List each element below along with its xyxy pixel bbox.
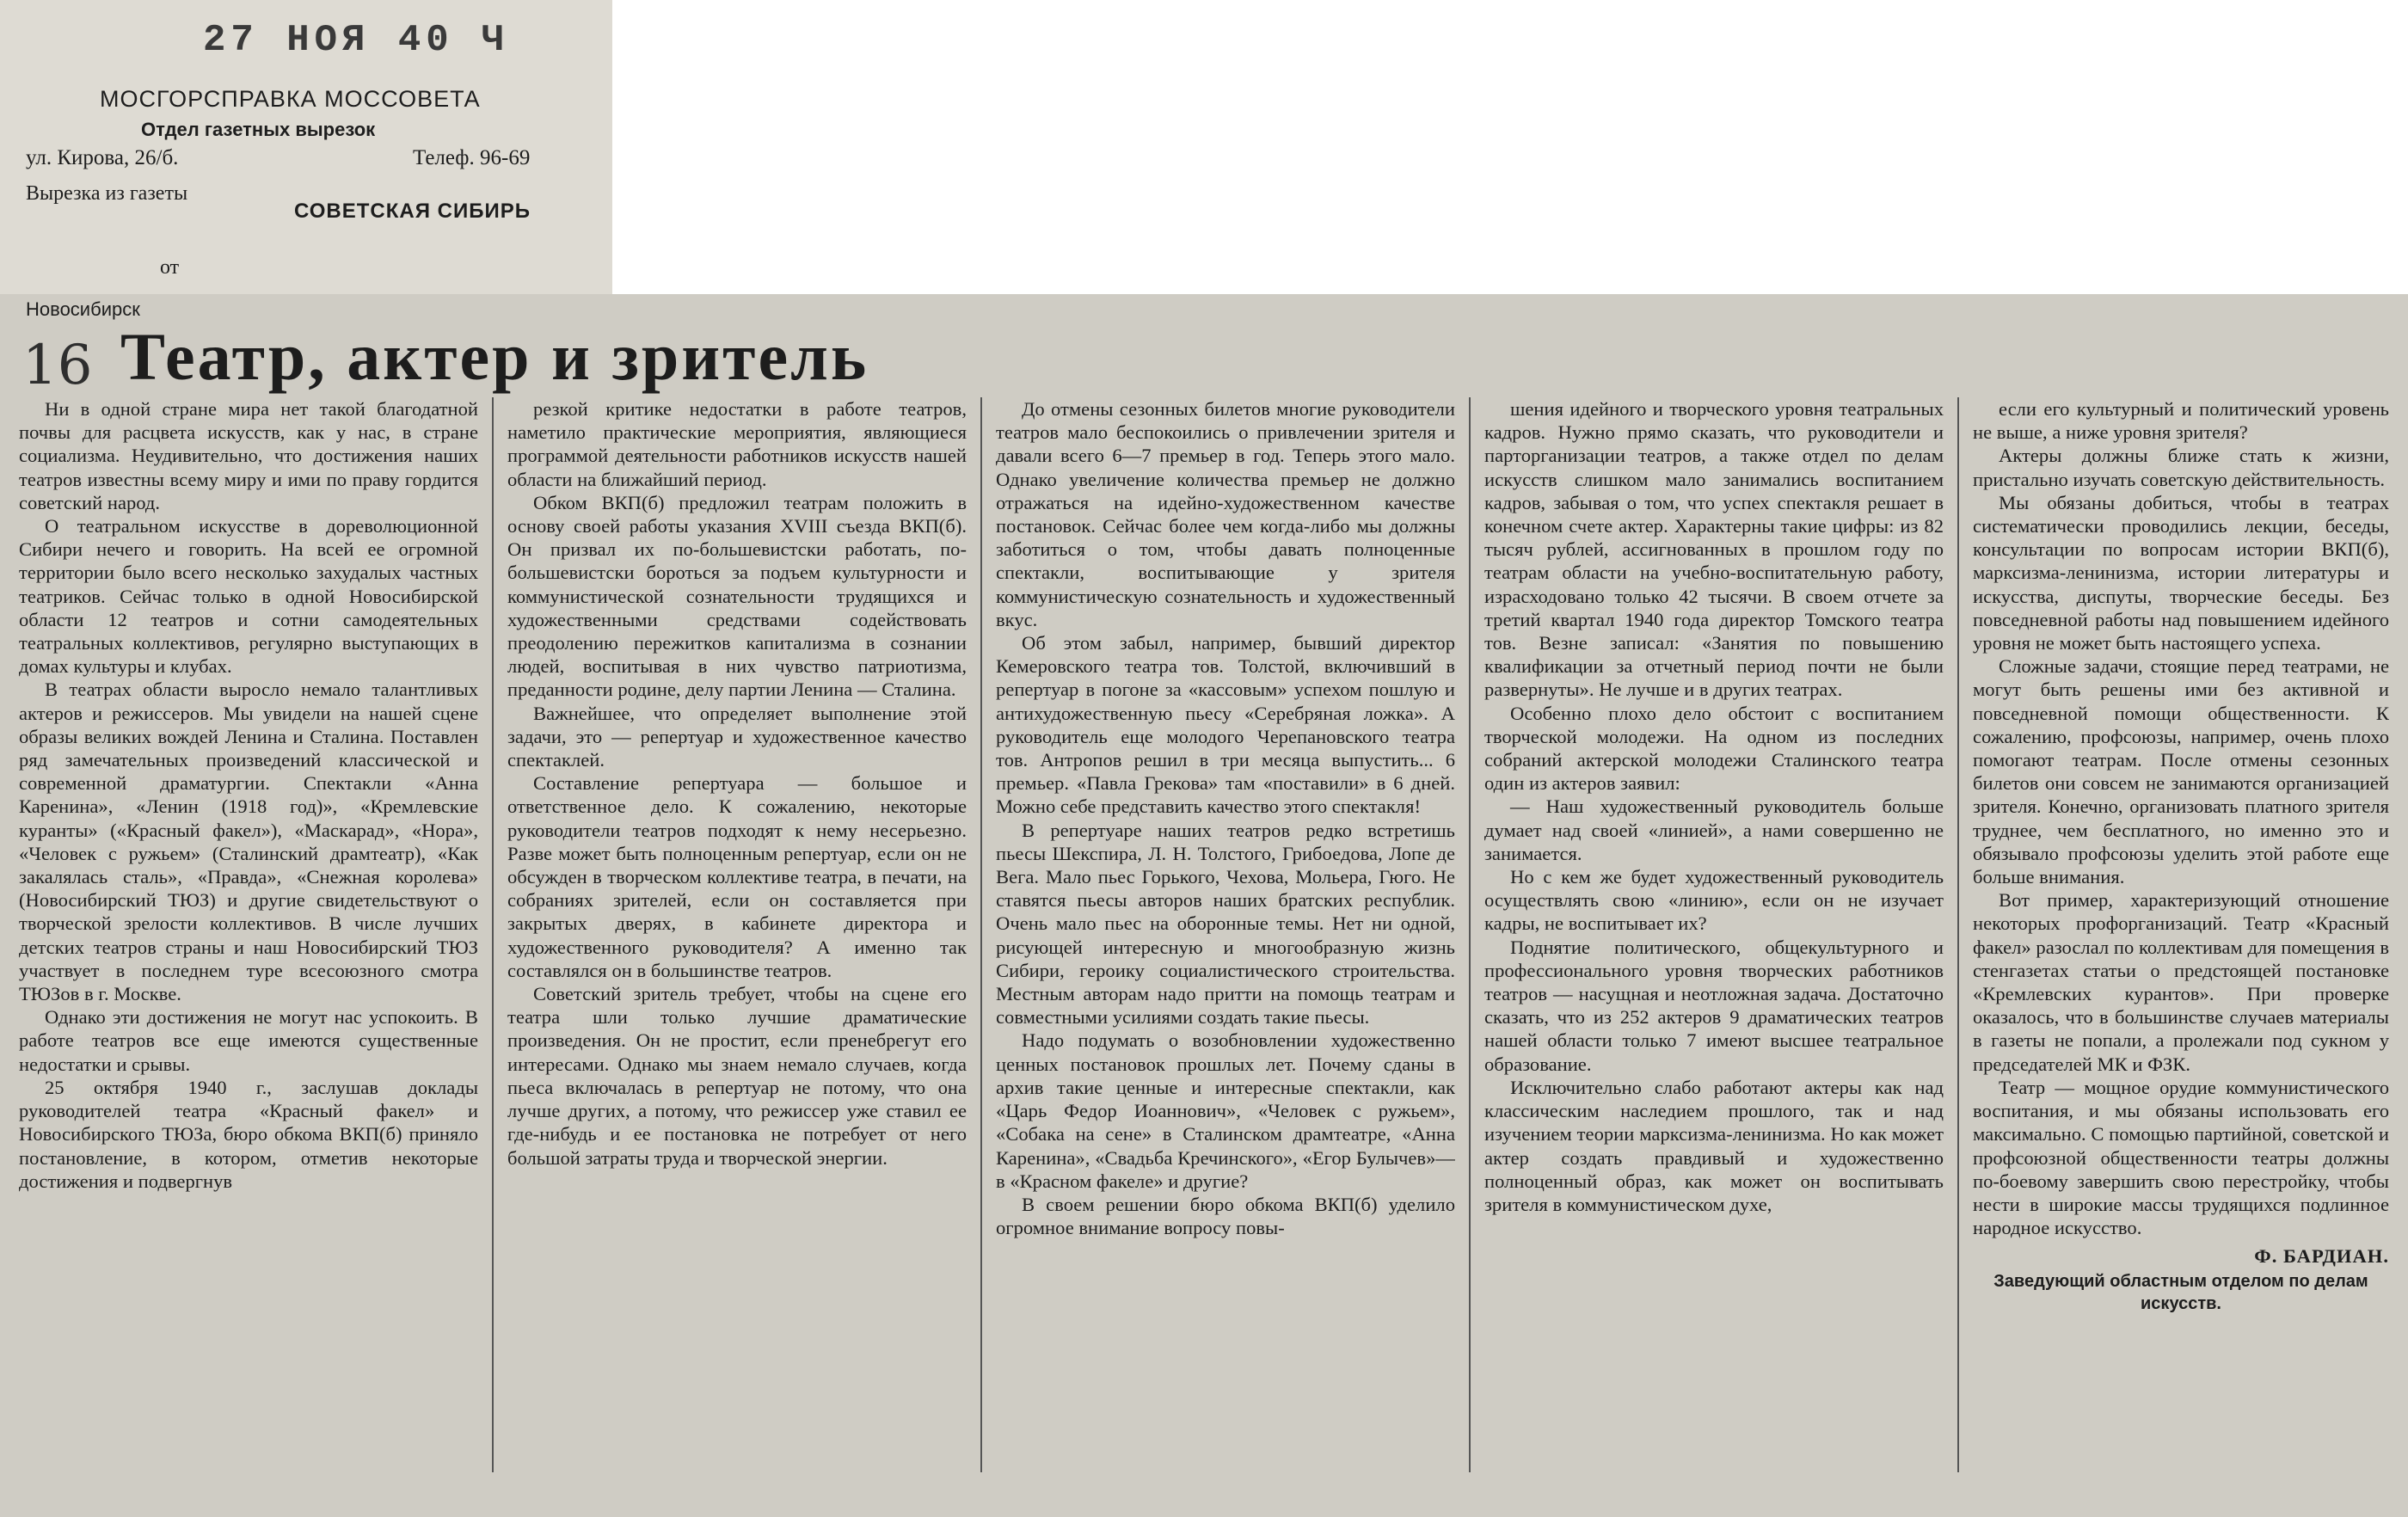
article-title: Театр, актер и зритель: [120, 319, 869, 394]
paragraph: Обком ВКП(б) предложил театрам положить в основу своей работы указания XVIII съезда ВКП(б). Он призвал их по-большевистски работать, по-большевистски бороться за подъем культурности и коммунистической сознательности трудящихся и художественными средствами содействовать преодолению пережитков капитализма в сознании людей, воспитывая в них чувство патриотизма, преданности родине, делу партии Ленина — Сталина.: [507, 491, 967, 701]
paragraph: Важнейшее, что определяет выполнение этой задачи, это — репертуар и художественное качество спектаклей.: [507, 702, 967, 771]
paragraph: если его культурный и политический уровень не выше, а ниже уровня зрителя?: [1973, 398, 2389, 444]
paragraph: Театр — мощное орудие коммунистического воспитания, и мы обязаны использовать его максимально. С помощью партийной, советской и профсоюзной общественности театры должны по-боевому завершить свою перестройку, чтобы нести в широкие массы трудящихся подлинное народное искусство.: [1973, 1076, 2389, 1239]
article-column-3: [996, 397, 1455, 1472]
organization-name: МОСГОРСПРАВКА МОССОВЕТА: [100, 86, 481, 112]
paragraph: 25 октября 1940 г., заслушав доклады руководителей театра «Красный факел» и Новосибирского ТЮЗа, бюро обкома ВКП(б) приняло постановление, в котором, отметив некоторые достижения и подвергнув: [19, 1076, 478, 1192]
paragraph: Поднятие политического, общекультурного и профессионального уровня творческих работников театров — насущная и неотложная задача. Достаточно сказать, что из 252 актеров 9 драматических театров нашей области только 7 имеют высшее театральное образование.: [1484, 936, 1944, 1075]
column-divider: [1957, 397, 1959, 1472]
date-stamp: 27 НОЯ 40 Ч: [203, 19, 510, 62]
paragraph: Исключительно слабо работают актеры как над классическим наследием прошлого, так и над изучением теории марксизма-ленинизма. Но как может актер создать правдивый и художественно полноценный образ, как может он воспитывать зрителя в коммунистическом духе,: [1484, 1076, 1944, 1215]
paragraph: Но с кем же будет художественный руководитель осуществлять свою «линию», если он не изучает кадры, не воспитывает их?: [1484, 866, 1944, 935]
paragraph: Вот пример, характеризующий отношение некоторых профорганизаций. Театр «Красный факел» разослал по коллективам для помещения в стенгазетах статьи о предстоящей постановке «Кремлевских курантов». При проверке оказалось, что в большинстве случаев материалы в газеты не попали, а пролежали под сукном у председателей МК и ФЗК.: [1973, 889, 2389, 1075]
paragraph: В театрах области выросло немало талантливых актеров и режиссеров. Мы увидели на нашей сцене образы великих вождей Ленина и Сталина. Поставлен ряд замечательных произведений классической и современной драматургии. Спектакли «Анна Каренина», «Ленин (1918 год)», «Кремлевские куранты» («Красный факел»), «Маскарад», «Нора», «Человек с ружьем» (Сталинский драмтеатр), «Как закалялась сталь», «Правда», «Снежная королева» (Новосибирский ТЮЗ) и другие свидетельствуют о творческой зрелости коллективов. В числе лучших детских театров страны и наш Новосибирский ТЮЗ участвует в последнем туре всесоюзного смотра ТЮЗов в г. Москве.: [19, 679, 478, 1005]
author-signature: Ф. БАРДИАН.: [2254, 1245, 2389, 1268]
paragraph: Советский зритель требует, чтобы на сцене его театра шли только лучшие драматические произведения. Он не простит, если пренебрегут его интересами. Однако мы знаем немало случаев, когда пьеса включалась в репертуар не потому, что она лучше других, а потому, что режиссер уже ставил ее где-нибудь и ее постановка не потребует от него большой затраты труда и творческой энергии.: [507, 983, 967, 1169]
paragraph: — Наш художественный руководитель больше думает над своей «линией», а нами совершенно не занимается.: [1484, 795, 1944, 864]
paragraph: Об этом забыл, например, бывший директор Кемеровского театра тов. Толстой, включивший в репертуар в погоне за «кассовым» успехом пошлую и антихудожественную пьесу «Серебряная ложка». А руководитель еще молодого Черепановского театра тов. Антропов решил в три месяца выпустить... 6 премьер. «Павла Грекова» там «поставили» в 6 дней. Можно себе представить качество этого спектакля!: [996, 632, 1455, 818]
paragraph: В своем решении бюро обкома ВКП(б) уделило огромное внимание вопросу повы-: [996, 1193, 1455, 1239]
paragraph: Мы обязаны добиться, чтобы в театрах систематически проводились лекции, беседы, консультации по вопросам истории ВКП(б), марксизма-ленинизма, истории литературы и искусства, диспуты, творческие беседы. Без повседневной работы над повышением идейного уровня не может быть настоящего успеха.: [1973, 491, 2389, 654]
article-column-2: [507, 397, 967, 1472]
handwritten-number: 16: [22, 334, 93, 397]
newspaper-name: СОВЕТСКАЯ СИБИРЬ: [294, 200, 531, 223]
article-column-4: [1484, 397, 1944, 1472]
phone-number: Телеф. 96-69: [413, 146, 531, 169]
article-column-1: [19, 397, 478, 1472]
column-divider: [492, 397, 494, 1472]
paragraph: Ни в одной стране мира нет такой благодатной почвы для расцвета искусств, как у нас, в стране социализма. Неудивительно, что достижения наших театров известны всему миру и ими по праву гордится советский народ.: [19, 398, 478, 513]
dateline-place: Новосибирск: [26, 298, 140, 320]
request-slip: [0, 0, 612, 303]
paragraph: резкой критике недостатки в работе театров, наметило практические мероприятия, являющиеся программой деятельности работников искусств нашей области на ближайший период.: [507, 398, 967, 490]
paragraph: До отмены сезонных билетов многие руководители театров мало беспокоились о привлечении зрителя и давали всего 6—7 премьер в год. Теперь этого мало. Однако увеличение количества премьер не должно отражаться на идейно-художественном качестве постановок. Сейчас более чем когда-либо мы должны заботиться о том, чтобы давать полноценные спектакли, воспитывающие у зрителя коммунистическую сознательность и художественный вкус.: [996, 398, 1455, 630]
paragraph: О театральном искусстве в дореволюционной Сибири нечего и говорить. На всей ее огромной территории было всего несколько захудалых частных театриков. Сейчас только в одной Новосибирской области 12 театров и сотни самодеятельных театральных коллективов, регулярно выступающих в домах культуры и клубах.: [19, 515, 478, 678]
from-label: от: [160, 256, 180, 279]
paragraph: Сложные задачи, стоящие перед театрами, не могут быть решены ими без активной и повседневной помощи общественности. К сожалению, профсоюзы, например, очень плохо помогают театрам. После отмены сезонных билетов они совсем не занимаются организацией зрителя. Конечно, организовать платного зрителя труднее, чем бесплатного, но именно это и обязывало профсоюзы уделить этой работе еще больше внимания.: [1973, 655, 2389, 888]
paragraph: Однако эти достижения не могут нас успокоить. В работе театров все еще имеются существенные недостатки и срывы.: [19, 1006, 478, 1075]
clipping-label: Вырезка из газеты: [26, 182, 188, 205]
author-position: Заведующий областным отделом по делам искусств.: [1993, 1271, 2368, 1313]
paragraph: шения идейного и творческого уровня театральных кадров. Нужно прямо сказать, что руководители и парторганизации театров, а также отдел по делам искусств слишком мало занимались воспитанием кадров, забывая о том, что успех спектакля решает в конечном счете актер. Характерны такие цифры: из 82 тысяч рублей, ассигнованных в прошлом году по театрам области на учебно-воспитательную работу, израсходовано только 42 тысячи. В своем отчете за третий квартал 1940 года директор Томского театра тов. Везне записал: «Занятия по повышению квалификации за отчетный период почти не были развернуты». Не лучше и в других театрах.: [1484, 398, 1944, 701]
address: ул. Кирова, 26/б.: [26, 146, 179, 169]
paragraph: Надо подумать о возобновлении художественно ценных постановок прошлых лет. Почему сданы в архив такие ценные и интересные спектакли, как «Царь Федор Иоаннович», «Человек с ружьем», «Собака на сене» в Сталинском драмтеатре, «Анна Каренина», «Свадьба Кречинского», «Егор Булычев»—в «Красном факеле» и другие?: [996, 1029, 1455, 1192]
article-column-5: [1973, 397, 2389, 1472]
column-divider: [1469, 397, 1471, 1472]
paragraph: Составление репертуара — большое и ответственное дело. К сожалению, некоторые руководители театров подходят к нему несерьезно. Разве может быть полноценным репертуар, если он не обсужден в творческом коллективе театра, в печати, на собраниях зрителей, если он составляется при закрытых дверях, в кабинете директора и художественного руководителя? А именно так составлялся он в большинстве театров.: [507, 772, 967, 981]
paragraph: Особенно плохо дело обстоит с воспитанием творческой молодежи. На одном из последних собраний актерской молодежи Сталинского театра один из актеров заявил:: [1484, 702, 1944, 795]
paragraph: В репертуаре наших театров редко встретишь пьесы Шекспира, Л. Н. Толстого, Грибоедова, Лопе де Вега. Мало пьес Горького, Чехова, Мольера, Гюго. Не ставятся пьесы авторов наших братских республик. Очень мало пьес на оборонные темы. Нет ни одной, рисующей интересную и многообразную жизнь Сибири, героику социалистического строительства. Местным авторам надо притти на помощь театрам и совместными усилиями создать такие пьесы.: [996, 819, 1455, 1029]
department-name: Отдел газетных вырезок: [141, 119, 376, 140]
paragraph: Актеры должны ближе стать к жизни, пристально изучать советскую действительность.: [1973, 445, 2389, 490]
column-divider: [980, 397, 982, 1472]
